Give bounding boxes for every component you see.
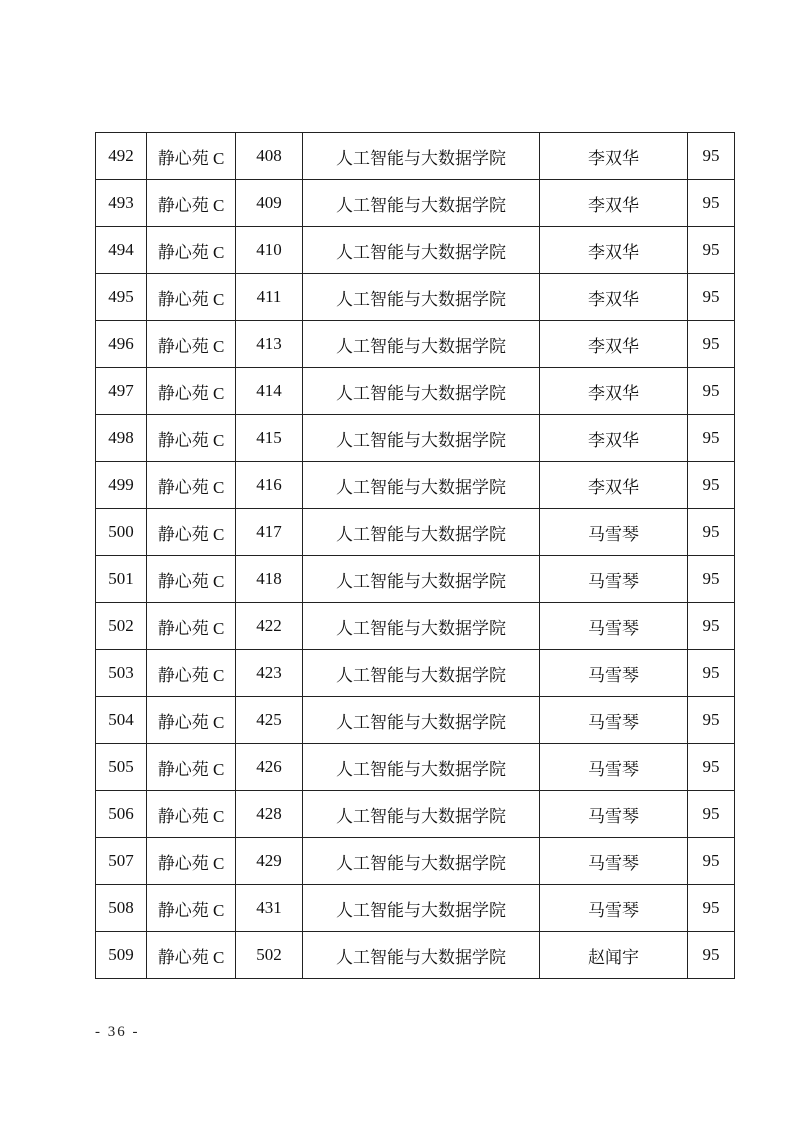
room-number-cell: 422 (236, 603, 303, 650)
college-cell: 人工智能与大数据学院 (303, 415, 540, 462)
row-index-cell: 495 (96, 274, 147, 321)
counselor-cell: 李双华 (540, 274, 688, 321)
building-cell: 静心苑 C (147, 509, 236, 556)
row-index-cell: 507 (96, 838, 147, 885)
room-number-cell: 426 (236, 744, 303, 791)
table-row (96, 509, 735, 556)
building-cell: 静心苑 C (147, 368, 236, 415)
score-cell: 95 (688, 885, 735, 932)
counselor-cell: 马雪琴 (540, 509, 688, 556)
score-cell: 95 (688, 838, 735, 885)
building-cell: 静心苑 C (147, 932, 236, 979)
college-cell: 人工智能与大数据学院 (303, 509, 540, 556)
score-cell: 95 (688, 321, 735, 368)
row-index-cell: 505 (96, 744, 147, 791)
counselor-cell: 马雪琴 (540, 744, 688, 791)
counselor-cell: 李双华 (540, 133, 688, 180)
college-cell: 人工智能与大数据学院 (303, 462, 540, 509)
college-cell: 人工智能与大数据学院 (303, 133, 540, 180)
score-cell: 95 (688, 744, 735, 791)
row-index-cell: 499 (96, 462, 147, 509)
room-number-cell: 415 (236, 415, 303, 462)
score-cell: 95 (688, 415, 735, 462)
building-cell: 静心苑 C (147, 650, 236, 697)
college-cell: 人工智能与大数据学院 (303, 697, 540, 744)
college-cell: 人工智能与大数据学院 (303, 274, 540, 321)
counselor-cell: 马雪琴 (540, 791, 688, 838)
table-row (96, 321, 735, 368)
score-cell: 95 (688, 650, 735, 697)
counselor-cell: 李双华 (540, 227, 688, 274)
score-cell: 95 (688, 603, 735, 650)
counselor-cell: 李双华 (540, 321, 688, 368)
row-index-cell: 494 (96, 227, 147, 274)
college-cell: 人工智能与大数据学院 (303, 744, 540, 791)
building-cell: 静心苑 C (147, 791, 236, 838)
table-row (96, 791, 735, 838)
score-cell: 95 (688, 180, 735, 227)
score-cell: 95 (688, 509, 735, 556)
building-cell: 静心苑 C (147, 415, 236, 462)
college-cell: 人工智能与大数据学院 (303, 603, 540, 650)
score-cell: 95 (688, 227, 735, 274)
score-cell: 95 (688, 791, 735, 838)
counselor-cell: 马雪琴 (540, 603, 688, 650)
table-row (96, 697, 735, 744)
building-cell: 静心苑 C (147, 462, 236, 509)
room-number-cell: 418 (236, 556, 303, 603)
table-row (96, 415, 735, 462)
counselor-cell: 马雪琴 (540, 838, 688, 885)
row-index-cell: 509 (96, 932, 147, 979)
table-row (96, 180, 735, 227)
building-cell: 静心苑 C (147, 838, 236, 885)
college-cell: 人工智能与大数据学院 (303, 180, 540, 227)
room-number-cell: 431 (236, 885, 303, 932)
college-cell: 人工智能与大数据学院 (303, 650, 540, 697)
page-number: - 36 - (95, 1024, 140, 1040)
counselor-cell: 马雪琴 (540, 885, 688, 932)
building-cell: 静心苑 C (147, 603, 236, 650)
table-row (96, 838, 735, 885)
building-cell: 静心苑 C (147, 133, 236, 180)
college-cell: 人工智能与大数据学院 (303, 368, 540, 415)
college-cell: 人工智能与大数据学院 (303, 932, 540, 979)
college-cell: 人工智能与大数据学院 (303, 556, 540, 603)
row-index-cell: 504 (96, 697, 147, 744)
table-row (96, 650, 735, 697)
room-number-cell: 416 (236, 462, 303, 509)
score-cell: 95 (688, 133, 735, 180)
table-row (96, 744, 735, 791)
table-row (96, 885, 735, 932)
room-number-cell: 411 (236, 274, 303, 321)
table-row (96, 556, 735, 603)
table-row (96, 932, 735, 979)
row-index-cell: 506 (96, 791, 147, 838)
score-cell: 95 (688, 274, 735, 321)
row-index-cell: 508 (96, 885, 147, 932)
room-number-cell: 413 (236, 321, 303, 368)
score-cell: 95 (688, 932, 735, 979)
counselor-cell: 李双华 (540, 462, 688, 509)
room-number-cell: 410 (236, 227, 303, 274)
row-index-cell: 503 (96, 650, 147, 697)
room-number-cell: 414 (236, 368, 303, 415)
table-row (96, 274, 735, 321)
row-index-cell: 493 (96, 180, 147, 227)
building-cell: 静心苑 C (147, 885, 236, 932)
building-cell: 静心苑 C (147, 227, 236, 274)
building-cell: 静心苑 C (147, 321, 236, 368)
row-index-cell: 498 (96, 415, 147, 462)
table-row (96, 227, 735, 274)
dormitory-score-table (95, 132, 735, 979)
score-cell: 95 (688, 368, 735, 415)
college-cell: 人工智能与大数据学院 (303, 838, 540, 885)
row-index-cell: 492 (96, 133, 147, 180)
college-cell: 人工智能与大数据学院 (303, 791, 540, 838)
row-index-cell: 502 (96, 603, 147, 650)
table-row (96, 603, 735, 650)
college-cell: 人工智能与大数据学院 (303, 227, 540, 274)
row-index-cell: 500 (96, 509, 147, 556)
counselor-cell: 马雪琴 (540, 556, 688, 603)
score-cell: 95 (688, 697, 735, 744)
building-cell: 静心苑 C (147, 180, 236, 227)
score-cell: 95 (688, 556, 735, 603)
college-cell: 人工智能与大数据学院 (303, 885, 540, 932)
table-body (96, 133, 735, 979)
counselor-cell: 马雪琴 (540, 650, 688, 697)
table-row (96, 368, 735, 415)
building-cell: 静心苑 C (147, 744, 236, 791)
score-cell: 95 (688, 462, 735, 509)
room-number-cell: 417 (236, 509, 303, 556)
row-index-cell: 497 (96, 368, 147, 415)
room-number-cell: 423 (236, 650, 303, 697)
college-cell: 人工智能与大数据学院 (303, 321, 540, 368)
room-number-cell: 429 (236, 838, 303, 885)
counselor-cell: 李双华 (540, 180, 688, 227)
table-row (96, 462, 735, 509)
building-cell: 静心苑 C (147, 556, 236, 603)
counselor-cell: 李双华 (540, 415, 688, 462)
room-number-cell: 409 (236, 180, 303, 227)
room-number-cell: 425 (236, 697, 303, 744)
room-number-cell: 502 (236, 932, 303, 979)
room-number-cell: 408 (236, 133, 303, 180)
row-index-cell: 496 (96, 321, 147, 368)
row-index-cell: 501 (96, 556, 147, 603)
building-cell: 静心苑 C (147, 274, 236, 321)
building-cell: 静心苑 C (147, 697, 236, 744)
counselor-cell: 马雪琴 (540, 697, 688, 744)
table-row (96, 133, 735, 180)
room-number-cell: 428 (236, 791, 303, 838)
counselor-cell: 李双华 (540, 368, 688, 415)
counselor-cell: 赵闻宇 (540, 932, 688, 979)
